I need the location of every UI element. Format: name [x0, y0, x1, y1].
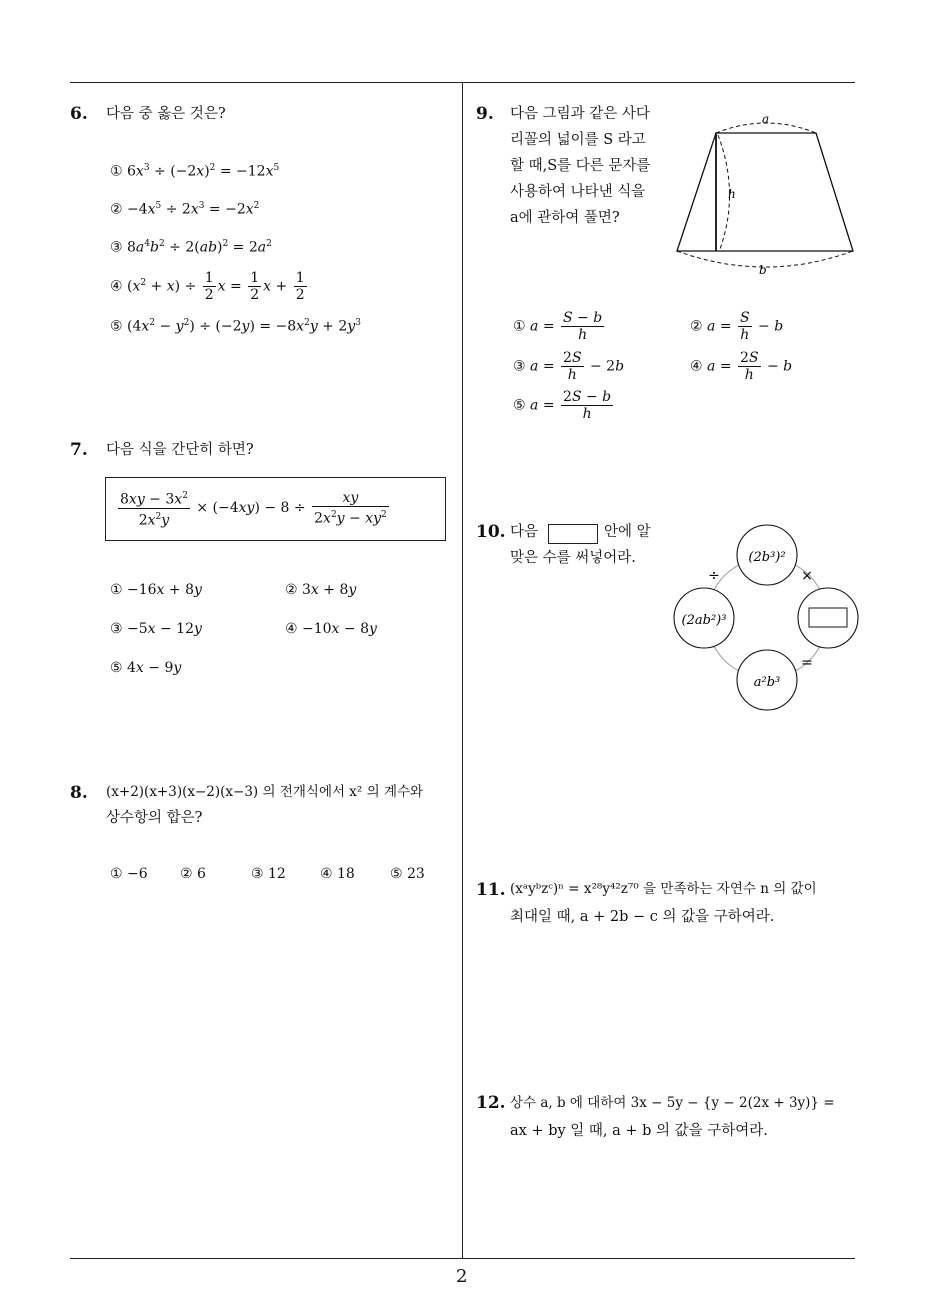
q6-choice-2: ② $-4x^5 \div 2x^3 = -2x^2$: [110, 201, 260, 218]
q11-number: 11.: [476, 880, 506, 900]
q9-text-line3: 할 때,S를 다른 문자를: [510, 158, 651, 174]
q7-choice-4: ④ −10x − 8y: [285, 621, 377, 637]
cycle-diagram: [670, 520, 865, 715]
answer-box: [809, 608, 847, 627]
label-h: h: [728, 187, 736, 201]
q8-choice-5: ⑤ 23: [390, 866, 425, 882]
q12-text-line1: 상수 a, b 에 대하여 3x − 5y − {y − 2(2x + 3y)} =: [510, 1095, 835, 1111]
q6-choice-4: ④ $(x^2 + x)$ ÷ $\frac{1}{2}$ x = $\frac{1}{2}$ x + $\frac{1}{2}$: [110, 270, 305, 303]
q9-choice-1: ① a = $\frac{S - b}{h}$: [513, 310, 603, 343]
label-a: a: [762, 112, 770, 126]
bottom-rule: [70, 1258, 855, 1259]
q7-expression-box: [105, 477, 446, 541]
q12-number: 12.: [476, 1093, 506, 1113]
q10-text-line1-a: 다음: [510, 524, 539, 540]
q11-text-line2: 최대일 때, a + 2b − c 의 값을 구하여라.: [510, 909, 775, 925]
q11-text-line1: (xᵃyᵇzᶜ)ⁿ = x²⁸y⁴²z⁷⁰ 을 만족하는 자연수 n 의 값이: [510, 881, 817, 897]
q10-inline-blank: [548, 524, 598, 544]
q9-text-line1: 다음 그림과 같은 사다: [510, 106, 650, 122]
q9-number: 9.: [476, 104, 494, 124]
node-left-text: (2ab²)³: [681, 613, 727, 628]
q8-number: 8.: [70, 783, 88, 803]
q7-choice-2: ② 3x + 8y: [285, 582, 357, 598]
node-top-text: (2b³)²: [748, 550, 786, 565]
q8-choice-3: ③ 12: [251, 866, 286, 882]
q9-text-line4: 사용하여 나타낸 식을: [510, 184, 646, 200]
q7-text: 다음 식을 간단히 하면?: [106, 442, 254, 458]
q10-text-line1-b: 안에 알: [604, 524, 651, 540]
node-bottom-text: a²b³: [753, 675, 781, 690]
q9-text-line2: 리꼴의 넓이를 S 라고: [510, 132, 646, 148]
q6-choice-3: ③ $8a^4b^2 \div 2(ab)^2 = 2a^2$: [110, 239, 272, 256]
label-b: b: [759, 263, 767, 277]
column-divider: [462, 82, 463, 1258]
q8-choice-1: ① −6: [110, 866, 148, 882]
q12-text-line2: ax + by 일 때, a + b 의 값을 구하여라.: [510, 1123, 768, 1139]
q9-text-line5: a에 관하여 풀면?: [510, 210, 620, 226]
op-equals: =: [801, 655, 813, 671]
q8-text-line2: 상수항의 합은?: [106, 810, 203, 826]
q6-choice-1: ① $6x^3 \div (-2x)^2 = -12x^5$: [110, 163, 280, 180]
q6-text: 다음 중 옳은 것은?: [106, 106, 226, 122]
q9-choice-2: ② a = $\frac{S}{h}$ − b: [690, 310, 784, 343]
q7-choice-5: ⑤ 4x − 9y: [110, 660, 182, 676]
op-multiply: ×: [801, 568, 813, 584]
q8-text-line1: (x+2)(x+3)(x−2)(x−3) 의 전개식에서 x² 의 계수와: [106, 784, 424, 800]
q7-choice-3: ③ −5x − 12y: [110, 621, 202, 637]
trapezoid-figure: [670, 108, 860, 278]
q6-number: 6.: [70, 104, 88, 124]
q7-expression: $\frac{8xy - 3x^2}{2x^2y}$ × (−4xy) − 8 ÷ $\frac{xy}{2x^2y - xy^2}$: [120, 489, 387, 529]
q7-choice-1: ① −16x + 8y: [110, 582, 202, 598]
q9-choice-3: ③ a = $\frac{2S}{h}$ − 2b: [513, 350, 625, 383]
q6-choice-5: ⑤ $(4x^2 - y^2) \div (-2y) = -8x^2y + 2y^3$: [110, 318, 361, 335]
q9-choice-4: ④ a = $\frac{2S}{h}$ − b: [690, 350, 793, 383]
q10-text-line2: 맞은 수를 써넣어라.: [510, 550, 636, 566]
q10-number: 10.: [476, 522, 506, 542]
q7-number: 7.: [70, 440, 88, 460]
q9-choice-5: ⑤ a = $\frac{2S - b}{h}$: [513, 389, 612, 422]
page-number: 2: [456, 1266, 468, 1287]
q8-choice-2: ② 6: [180, 866, 206, 882]
q8-choice-4: ④ 18: [320, 866, 355, 882]
op-divide: ÷: [708, 568, 720, 584]
